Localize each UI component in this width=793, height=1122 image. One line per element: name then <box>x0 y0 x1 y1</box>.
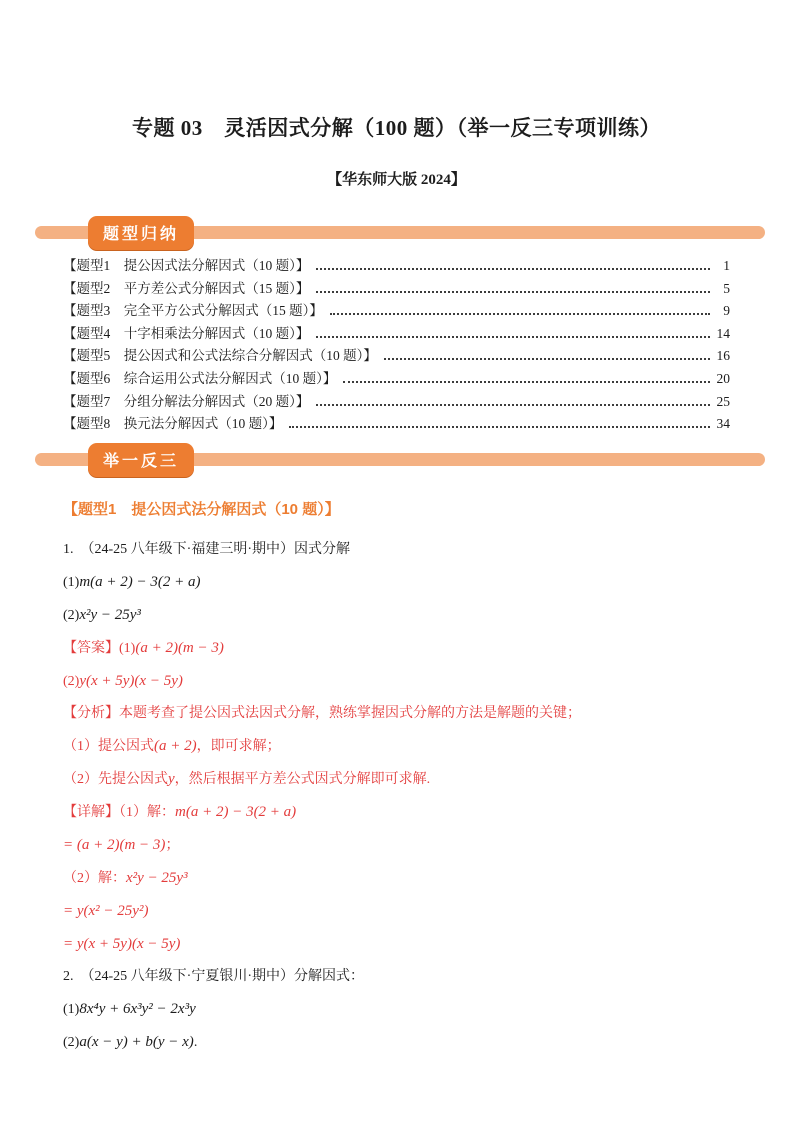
paragraph-line <box>63 571 730 594</box>
math-segment: m(a + 2) − 3(2 + a) <box>79 573 201 590</box>
math-segment: (a + 2)(m − 3) <box>135 639 224 656</box>
toc <box>63 255 730 436</box>
toc-item-label: 【题型4 十字相乘法分解因式（10 题）】 <box>63 325 310 341</box>
math-segment: (a + 2) <box>154 737 197 754</box>
text-segment: （2）解： <box>63 870 126 886</box>
toc-dot-leader <box>289 426 710 428</box>
text-segment: . <box>193 1034 198 1050</box>
paragraph-line <box>63 834 730 857</box>
toc-item-label: 【题型2 平方差公式分解因式（15 题）】 <box>63 280 310 296</box>
text-segment: 【分析】本题考查了提公因式法因式分解，熟练掌握因式分解的方法是解题的关键； <box>63 705 581 721</box>
toc-page-number: 9 <box>723 303 730 319</box>
page-title: 专题 03 灵活因式分解（100 题）（举一反三专项训练） <box>132 116 661 140</box>
toc-item <box>63 391 730 414</box>
toc-item <box>63 278 730 301</box>
toc-item-label: 【题型1 提公因式法分解因式（10 题）】 <box>63 258 310 273</box>
toc-item-label: 【题型8 换元法分解因式（10 题）】 <box>63 416 283 432</box>
math-segment: = (a + 2)(m − 3) <box>63 836 166 853</box>
toc-item <box>63 413 730 436</box>
toc-dot-leader <box>316 291 710 293</box>
paragraph-line <box>63 539 730 561</box>
practice-badge-strip <box>63 443 730 475</box>
paragraph-line <box>63 735 730 758</box>
paragraph-line <box>63 1031 730 1054</box>
toc-page-number: 25 <box>716 393 730 409</box>
toc-dot-leader <box>316 268 710 270</box>
toc-item-label: 【题型6 综合运用公式法分解因式（10 题）】 <box>63 370 337 386</box>
text-segment: （2）先提公因式 <box>63 771 168 787</box>
practice-badge: 举一反三 <box>88 443 194 477</box>
math-segment: y <box>168 770 175 787</box>
math-segment: = y(x² − 25y²) <box>63 902 149 919</box>
math-segment: m(a + 2) − 3(2 + a) <box>175 803 297 820</box>
paragraph-line <box>63 966 730 988</box>
paragraph-line <box>63 801 730 824</box>
text-segment: (1) <box>63 1001 80 1017</box>
toc-item <box>63 323 730 346</box>
toc-dot-leader <box>330 313 710 315</box>
text-segment: ，即可求解； <box>196 738 281 754</box>
paragraph-line <box>63 768 730 791</box>
toc-dot-leader <box>316 404 710 406</box>
text-segment: ，然后根据平方差公式因式分解即可求解. <box>174 771 431 787</box>
math-segment: 8x⁴y + 6x³y² − 2x³y <box>79 1000 196 1017</box>
text-segment: 【答案】(1) <box>63 640 136 656</box>
content <box>63 539 730 1054</box>
paragraph-line <box>63 604 730 627</box>
paragraph-line <box>63 703 730 725</box>
toc-item-label: 【题型5 提公因式和公式法综合分解因式（10 题）】 <box>63 348 377 364</box>
toc-item-label: 【题型7 分组分解法分解因式（20 题）】 <box>63 393 310 409</box>
toc-item <box>63 255 730 278</box>
text-segment: (2) <box>63 673 80 689</box>
catalog-badge-strip <box>63 216 730 248</box>
catalog-badge: 题型归纳 <box>88 216 194 250</box>
math-segment: = y(x + 5y)(x − 5y) <box>63 935 181 952</box>
toc-item-label: 【题型3 完全平方公式分解因式（15 题）】 <box>63 303 323 319</box>
paragraph-line <box>63 670 730 693</box>
toc-page-number: 20 <box>716 370 730 386</box>
paragraph-line <box>63 933 730 956</box>
toc-page-number: 1 <box>723 258 730 273</box>
text-segment: 1. （24-25 八年级下·福建三明·期中）因式分解 <box>63 541 350 557</box>
toc-dot-leader <box>343 381 710 383</box>
math-segment: x²y − 25y³ <box>79 606 141 623</box>
toc-page-number: 16 <box>716 348 730 364</box>
math-segment: x²y − 25y³ <box>126 869 188 886</box>
text-segment: ； <box>165 837 180 853</box>
section-heading: 【题型1 提公因式法分解因式（10 题）】 <box>63 500 340 518</box>
edition-subtitle: 【华东师大版 2024】 <box>327 172 466 188</box>
toc-dot-leader <box>384 358 710 360</box>
text-segment: 2. （24-25 八年级下·宁夏银川·期中）分解因式： <box>63 968 364 984</box>
toc-dot-leader <box>316 336 710 338</box>
text-segment: (2) <box>63 1034 80 1050</box>
text-segment: (2) <box>63 607 80 623</box>
text-segment: （1）提公因式 <box>63 738 154 754</box>
text-segment: (1) <box>63 574 80 590</box>
math-segment: y(x + 5y)(x − 5y) <box>79 672 183 689</box>
math-segment: a(x − y) + b(y − x) <box>79 1033 194 1050</box>
paragraph-line <box>63 900 730 923</box>
toc-page-number: 34 <box>716 416 730 432</box>
toc-item <box>63 345 730 368</box>
paragraph-line <box>63 867 730 890</box>
toc-page-number: 14 <box>716 325 730 341</box>
toc-item <box>63 300 730 323</box>
paragraph-line <box>63 637 730 660</box>
paragraph-line <box>63 998 730 1021</box>
text-segment: 【详解】（1）解： <box>63 804 175 820</box>
toc-item <box>63 368 730 391</box>
toc-page-number: 5 <box>723 280 730 296</box>
